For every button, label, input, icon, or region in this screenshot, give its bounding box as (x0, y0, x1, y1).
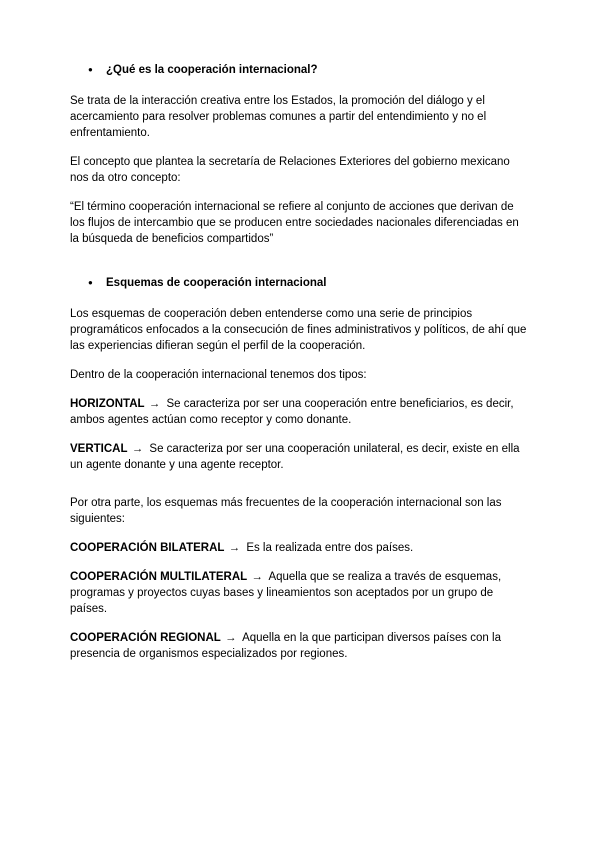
arrow-icon: → (225, 632, 237, 644)
paragraph-por-otra-parte: Por otra parte, los esquemas más frecuentes de la cooperación internacional son las siguientes: (70, 497, 502, 525)
term-text: Se caracteriza por ser una cooperación entre beneficiarios, es decir, ambos agentes actúan como receptor y como donante. (70, 398, 514, 426)
term-paragraph-bilateral (70, 540, 530, 556)
term-label: VERTICAL (70, 443, 128, 455)
term-label: HORIZONTAL (70, 398, 145, 410)
term-text: Aquella que se realiza a través de esquemas, programas y proyectos cuyas bases y lineamientos son aceptados por un grupo de países. (70, 571, 502, 615)
bullet-icon: ● (88, 65, 93, 74)
arrow-icon: → (228, 542, 241, 554)
bullet-heading-esquemas (70, 275, 530, 291)
term-label: COOPERACIÓN MULTILATERAL (70, 571, 248, 583)
term-text: Es la realizada entre dos países. (246, 542, 414, 554)
paragraph-sre-intro: El concepto que plantea la secretaría de Relaciones Exteriores del gobierno mexicano nos da otro concepto: (70, 156, 510, 184)
arrow-icon: → (148, 398, 161, 410)
term-label: COOPERACIÓN BILATERAL (70, 542, 225, 554)
heading-text: Esquemas de cooperación internacional (106, 277, 327, 289)
heading-text: ¿Qué es la cooperación internacional? (106, 64, 318, 76)
term-paragraph-regional (70, 630, 530, 662)
paragraph-dos-tipos: Dentro de la cooperación internacional tenemos dos tipos: (70, 369, 367, 381)
term-text: Se caracteriza por ser una cooperación unilateral, es decir, existe en ella un agente donante y una agente receptor. (70, 443, 520, 471)
bullet-heading-que-es (70, 62, 530, 78)
term-label: COOPERACIÓN REGIONAL (70, 632, 221, 644)
arrow-icon: → (131, 443, 144, 455)
paragraph-quote: “El término cooperación internacional se refiere al conjunto de acciones que derivan de los flujos de intercambio que se producen entre sociedades nacionales diferenciadas en la búsqueda de beneficios compartidos” (70, 201, 519, 245)
term-text: Aquella en la que participan diversos países con la presencia de organismos especializados por regiones. (70, 632, 501, 660)
arrow-icon: → (251, 571, 263, 583)
paragraph-esquemas-intro: Los esquemas de cooperación deben entenderse como una serie de principios programáticos enfocados a la consecución de fines administrativos y políticos, de ahí que las experiencias difieran según el perfil de la cooperación. (70, 308, 527, 352)
term-paragraph-vertical (70, 441, 530, 473)
term-paragraph-multilateral (70, 569, 530, 617)
term-paragraph-horizontal (70, 396, 530, 428)
paragraph-definition: Se trata de la interacción creativa entre los Estados, la promoción del diálogo y el acercamiento para resolver problemas comunes a partir del entendimiento y no el enfrentamiento. (70, 95, 487, 139)
bullet-icon: ● (88, 278, 93, 287)
